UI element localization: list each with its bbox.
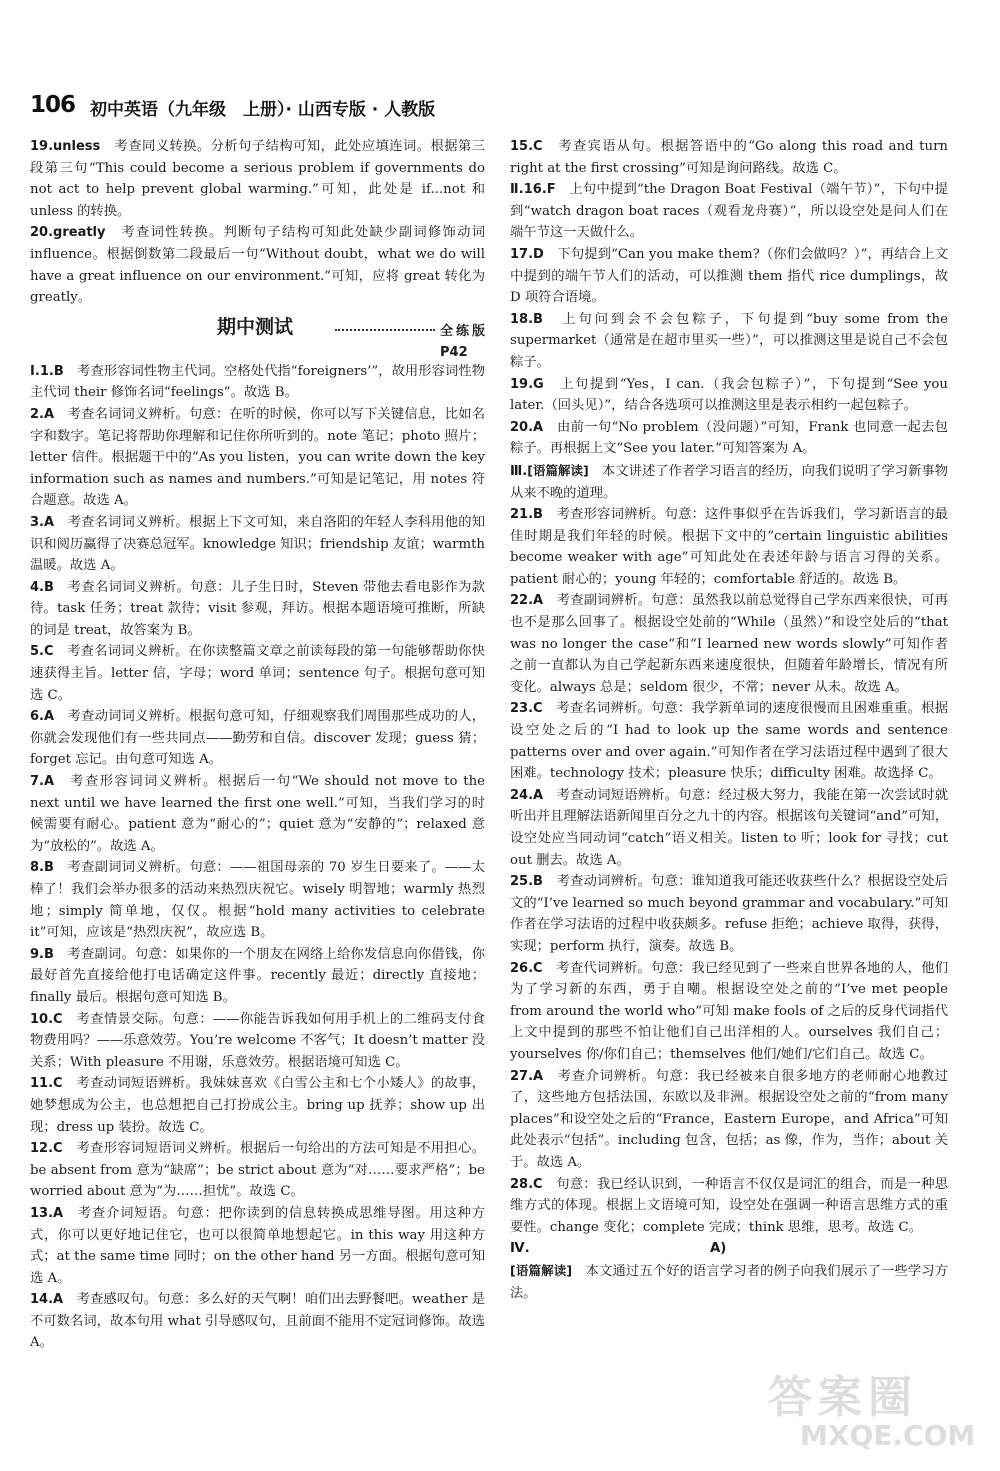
answer-item [510,698,948,784]
answer-explanation: 考查名词词义辨析。句意：儿子生日时，Steven 带他去看电影作为款待。task 任务；treat 款待；visit 参观，拜访。根据本题语境可推断，所缺的词是 treat，故答案为 B。 [30,579,485,638]
answer-item [30,404,485,512]
answer-key: 14.A [30,1292,64,1308]
answer-item [510,374,948,417]
summary-text: 本文通过五个好的语言学习者的例子向我们展示了一些学习方法。 [510,1264,948,1301]
answer-key: 22.A [510,593,544,609]
answer-explanation: 考查动词词义辨析。根据句意可知，仔细观察我们周围那些成功的人，你就会发现他们有一些共同点——勤劳和自信。discover 发现；guess 猜；forget 忘记。由句意可知选 A。 [30,709,485,768]
answer-key: 25.B [510,874,543,890]
answer-item [30,944,485,1009]
dotted-leader [335,329,435,331]
answer-key: 9.B [30,946,54,962]
part-four [510,1238,948,1304]
answer-key: 3.A [30,514,55,530]
answer-explanation: 考查介词短语。句意：把你读到的信息转换成思维导图。用这种方式，你可以更好地记住它，也可以很简单地想起它。in this way 用这种方式；at the same time 同时；on the other hand 另一方面。根据句意可知选 A。 [30,1205,485,1286]
answer-explanation: 考查同义转换。分析句子结构可知，此处应填连词。根据第三段第三句“This could become a serious problem if governments do not act to help prevent global warming.”可知，此处是 if...not 和 unless 的转换。 [30,139,485,219]
answer-explanation: 考查副词辨析。句意：虽然我以前总觉得自己学东西来很快，可再也不是那么回事了。根据设空处前的“While（虽然）”和设空处后的“that was no longer the case”和“I learned new words slowly”可知作者之前一直都认为自己学起新东西来速度很快，但随着年龄增长，情况有所变化。always 总是；seldom 很少，不常；never 从未。故选 A。 [510,593,948,695]
answer-item [30,771,485,857]
answer-explanation: 考查副词。句意：如果你的一个朋友在网络上给你发信息向你借钱，你最好首先直接给他打电话确定这件事。recently 最近；directly 直接地；finally 最后。根据句意可知选 B。 [30,946,485,1005]
answer-item [30,136,485,222]
answer-item [30,361,485,404]
watermark-text: 答案圈 [768,1372,918,1423]
answer-key: 24.A [510,787,544,803]
answer-key: 8.B [30,860,54,876]
section-reference: 全练版 P42 [440,323,485,361]
answer-key: 19.unless [30,139,101,154]
answer-explanation: 考查形容词辨析。句意：这件事似乎在告诉我们，学习新语言的最佳时期是我们年轻的时候。根据下文中的“certain linguistic abilities become weaker with age”可知此处在表述年龄与语言习得的关系。patient 耐心的；young 年轻的；comfortable 舒适的。故选 B。 [510,507,948,587]
answer-explanation: 考查形容词性物主代词。空格处代指“foreigners’”，故用形容词性物主代词 their 修饰名词“feelings”。故选 B。 [30,363,485,401]
answer-explanation: 考查动词辨析。句意：谁知道我可能还收获些什么？根据设空处后文的“I’ve learned so much beyond grammar and vocabulary.”可知作者在学习法语的过程中收获颇多。refuse 拒绝；achieve 取得，获得，实现；perform 执行，演奏。故选 B。 [510,874,948,954]
answer-key: 6.A [30,709,55,725]
answer-explanation: 考查副词词义辨析。句意：——祖国母亲的 70 岁生日要来了。——太棒了！我们会举办很多的活动来热烈庆祝它。wisely 明智地；warmly 热烈地；simply 简单地，仅仅。根据“hold many activities to celebrate it”可知，应该是“热烈庆祝”，故应选 B。 [30,860,485,941]
answer-key: 5.C [30,644,54,660]
answer-explanation: 本文讲述了作者学习语言的经历，向我们说明了学习新事物从来不晚的道理。 [510,463,949,501]
answer-item [510,417,948,460]
answer-key: 4.B [30,579,54,595]
summary-tag: [语篇解读] [527,462,589,478]
answer-item [30,641,485,706]
answer-item [510,785,948,871]
answer-explanation: 上句中提到“the Dragon Boat Festival（端午节）”，下句中提到“watch dragon boat races（观看龙舟赛）”，所以设空处是问人们在端午节这一天做什么。 [510,182,948,241]
answer-key: 23.C [510,701,543,717]
answer-key: Ⅲ. [510,463,528,479]
answer-key: 26.C [510,960,543,976]
answer-explanation: 考查形容词词义辨析。根据后一句“We should not move to the next until we have learned the first one well.”可知，当我们学习的时候需要有耐心。patient 意为“耐心的”；quiet 意为“安静的”；relaxed 意为“放松的”。故选 A。 [30,774,485,854]
answer-key: 19.G [510,376,544,392]
answer-item [510,179,948,244]
answer-explanation: 考查感叹句。句意：多么好的天气啊！咱们出去野餐吧。weather 是不可数名词，故本句用 what 引导感叹句，且前面不能用不定冠词修饰。故选 A。 [30,1292,485,1351]
answer-explanation: 考查情景交际。句意：——你能告诉我如何用手机上的二维码支付食物费用吗？——乐意效劳。You’re welcome 不客气；It doesn’t matter 没关系；With pleasure 不用谢，乐意效劳。根据语境可知选 C。 [30,1011,485,1070]
answer-key: 12.C [30,1141,63,1157]
section-heading [30,315,485,361]
answer-item [30,1009,485,1074]
section-title: 期中测试 [217,315,294,338]
passage-summary [510,1260,948,1304]
answer-explanation: 下句提到“Can you make them?（你们会做吗？）”，再结合上文中提到的端午节人们的活动，可以推测 them 指代 rice dumplings，故 D 项符合语境。 [510,246,948,306]
answer-key: 18.B [510,311,543,327]
answer-explanation: 由前一句“No problem（没问题）”可知，Frank 也同意一起去包粽子。再根据上文“See you later.”可知答案为 A。 [510,419,948,457]
answer-key: 10.C [30,1011,63,1027]
answer-item [30,1073,485,1138]
answer-explanation: 考查动词短语辨析。句意：经过极大努力，我能在第一次尝试时就听出并且理解法语新闻里百分之九十的内容。根据该句关键词“and”可知，设空处应当同动词“catch”语义相关。listen to 听；look for 寻找；cut out 删去。故选 A。 [510,787,948,868]
answer-key: 13.A [30,1205,64,1221]
answer-explanation: 考查形容词短语词义辨析。根据后一句给出的方法可知是不用担心。be absent from 意为“缺席”；be strict about 意为“对……要求严格”；be worried about 意为“为……担忧”。故选 C。 [30,1141,485,1200]
answer-key: 20.A [510,419,544,435]
page-header [30,92,590,126]
answer-explanation: 上句问到会不会包粽子，下句提到“buy some from the supermarket（通常是在超市里买一些）”，可以推测这里是说自己不会包粽子。 [510,311,948,370]
answer-item [510,1066,948,1174]
answer-item [510,958,948,1066]
answer-key: 11.C [30,1076,63,1092]
answer-explanation: 考查宾语从句。根据答语中的“Go along this road and turn right at the first crossing”可知是询问路线。故选 C。 [510,139,948,176]
answer-item [510,244,948,309]
passage-a-label: A) [710,1241,727,1257]
answer-item [30,706,485,771]
answer-item [510,871,948,957]
answer-explanation: 考查动词短语辨析。我妹妹喜欢《白雪公主和七个小矮人》的故事，她梦想成为公主，也总想把自己打扮成公主。bring up 抚养；show up 出现；dress up 装扮。故选 C。 [30,1076,485,1135]
summary-tag: [语篇解读] [510,1263,573,1279]
answer-item [30,1138,485,1203]
answer-key: 2.A [30,406,55,422]
answer-key: 15.C [510,139,543,154]
answer-explanation: 上句提到“Yes，I can.（我会包粽子）”，下句提到“See you later.（回头见）”，结合各选项可以推测这里是表示相约一起包粽子。 [510,376,948,414]
answer-explanation: 考查名词辨析。句意：我学新单词的速度很慢而且困难重重。根据设空处之后的“I had to look up the same words and sentence patterns over and over again.”可知作者在学习法语过程中遇到了很大困难。technology 技术；pleasure 快乐；difficulty 困难。故选择 C。 [510,701,948,782]
answer-key: Ⅰ.1.B [30,363,64,379]
answer-item [510,136,948,179]
answer-key: 21.B [510,507,543,523]
watermark-logo [740,1361,976,1461]
answer-key: 17.D [510,246,544,262]
answer-explanation: 考查名词词义辨析。在你读整篇文章之前读每段的第一句能够帮助你快速获得主旨。letter 信，字母；word 单词；sentence 句子。根据句意可知选 C。 [30,644,485,703]
answer-key: 27.A [510,1068,544,1084]
left-column [30,136,485,1354]
answer-item [30,857,485,943]
answer-key: 28.C [510,1176,543,1192]
answer-explanation: 考查名词词义辨析。根据上下文可知，来自洛阳的年轻人李科用他的知识和阅历赢得了决赛总冠军。knowledge 知识；friendship 友谊；warmth 温暖。故选 A。 [30,514,485,574]
part-four-roman: Ⅳ. [510,1241,530,1257]
answer-item [510,309,948,374]
answer-explanation: 考查名词词义辨析。句意：在听的时候，你可以写下关键信息，比如名字和数字。笔记将帮助你理解和记住你所听到的。note 笔记；photo 照片；letter 信件。根据题干中的“As you listen，you can write down the key information such as names and numbers.”可知是记笔记，用 notes 符合题意。故选 A。 [30,406,485,509]
answer-item [30,577,485,642]
answer-item [510,504,948,590]
answer-item [30,512,485,577]
answer-key: 7.A [30,774,55,790]
answer-key: 20.greatly [30,225,106,241]
answer-explanation: 考查介词辨析。句意：我已经被来自很多地方的老师耐心地教过了，这些地方包括法国，东欧以及非洲。根据设空处之前的“from many places”和设空处之后的“France，Eastern Europe，and Africa”可知此处表示“包括”。including 包含，包括；as 像，作为，当作；about 关于。故选 A。 [510,1068,948,1170]
answer-item [30,1289,485,1354]
answer-key: Ⅱ.16.F [510,182,556,198]
answer-explanation: 句意：我已经认识到，一种语言不仅仅是词汇的组合，而是一种思维方式的体现。根据上文语境可知，设空处在强调一种语言思维方式的重要性。change 变化；complete 完成；think 思维，思考。故选 C。 [510,1176,948,1235]
answer-item [30,222,485,308]
right-column [510,136,948,1304]
answer-item [30,1203,485,1289]
book-title: 初中英语（九年级 上册）· 山西专版 · 人教版 [90,100,436,120]
answer-explanation: 考查词性转换。判断句子结构可知此处缺少副词修饰动词 influence。根据倒数第二段最后一句“Without doubt，what we do will have a great influence on our environment.”可知，应将 great 转化为 greatly。 [30,225,485,306]
answer-item [510,460,948,504]
answer-item [510,590,948,698]
answer-explanation: 考查代词辨析。句意：我已经见到了一些来自世界各地的人，他们为了学习新的东西，勇于自嘲。根据设空处之前的“I’ve met people from around the world who”可知 make fools of 之后的反身代词指代上文中提到的那些不怕让他们自己出洋相的人。ourselves 我们自己；yourselves 你/你们自己；themselves 他们/她们/它们自己。故选 C。 [510,960,948,1062]
watermark-url: MXQE.COM [800,1419,976,1452]
page-number: 106 [30,92,76,118]
answer-item [510,1174,948,1239]
